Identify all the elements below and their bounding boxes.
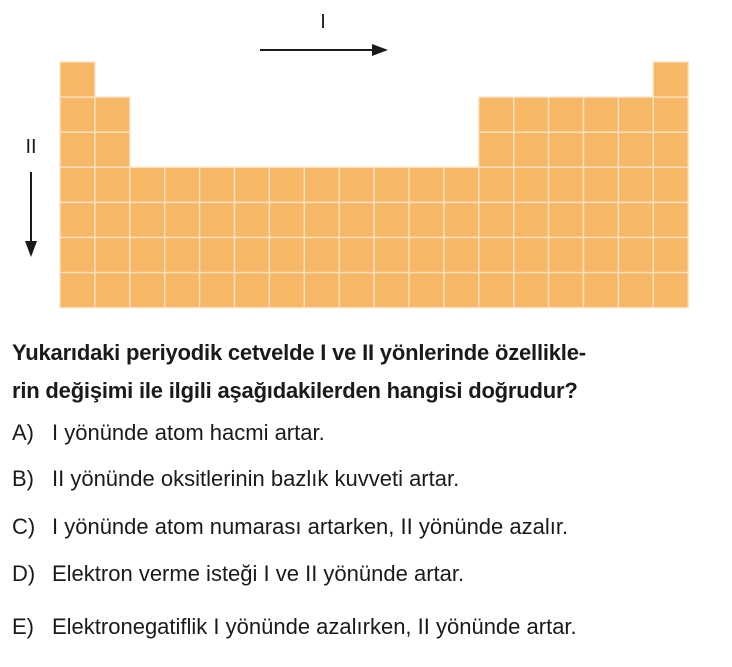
element-cell xyxy=(618,97,653,132)
option-c-text: I yönünde atom numarası artarken, II yönünde azalır. xyxy=(52,514,569,539)
element-cell xyxy=(200,238,235,273)
element-cell xyxy=(235,167,270,202)
element-cell xyxy=(339,167,374,202)
periodic-table-grid xyxy=(60,62,688,308)
element-cell xyxy=(339,273,374,308)
element-cell xyxy=(653,202,688,237)
arrow-ii-head xyxy=(25,241,37,257)
element-cell xyxy=(618,167,653,202)
periodic-table-figure xyxy=(0,0,732,320)
element-cell xyxy=(618,132,653,167)
element-cell xyxy=(549,273,584,308)
element-cell xyxy=(584,238,619,273)
option-a-text: I yönünde atom hacmi artar. xyxy=(52,420,325,445)
element-cell xyxy=(444,167,479,202)
question-text xyxy=(12,334,724,410)
option-d-text: Elektron verme isteği I ve II yönünde artar. xyxy=(52,561,465,586)
option-e-text: Elektronegatiflik I yönünde azalırken, II yönünde artar. xyxy=(52,614,577,639)
element-cell xyxy=(374,202,409,237)
arrow-ii-label: II xyxy=(25,136,37,158)
element-cell xyxy=(269,273,304,308)
element-cell xyxy=(235,273,270,308)
element-cell xyxy=(235,238,270,273)
element-cell xyxy=(269,167,304,202)
element-cell xyxy=(653,97,688,132)
element-cell xyxy=(339,202,374,237)
element-cell xyxy=(653,167,688,202)
element-cell xyxy=(444,273,479,308)
element-cell xyxy=(653,238,688,273)
element-cell xyxy=(95,97,130,132)
element-cell xyxy=(95,167,130,202)
element-cell xyxy=(130,202,165,237)
element-cell xyxy=(584,167,619,202)
option-d[interactable] xyxy=(12,559,464,589)
element-cell xyxy=(130,273,165,308)
element-cell xyxy=(130,167,165,202)
element-cell xyxy=(479,97,514,132)
option-e-letter: E) xyxy=(12,614,34,639)
question-line-2: rin değişimi ile ilgili aşağıdakilerden hangisi doğrudur? xyxy=(12,378,578,403)
element-cell xyxy=(374,238,409,273)
element-cell xyxy=(200,202,235,237)
arrow-i xyxy=(260,11,388,56)
element-cell xyxy=(304,238,339,273)
element-cell xyxy=(514,97,549,132)
element-cell xyxy=(479,202,514,237)
element-cell xyxy=(95,132,130,167)
option-c[interactable] xyxy=(12,512,568,542)
element-cell xyxy=(514,273,549,308)
element-cell xyxy=(444,238,479,273)
option-d-letter: D) xyxy=(12,561,36,586)
element-cell xyxy=(479,132,514,167)
element-cell xyxy=(514,238,549,273)
element-cell xyxy=(444,202,479,237)
element-cell xyxy=(549,238,584,273)
element-cell xyxy=(60,132,95,167)
element-cell xyxy=(653,273,688,308)
element-cell xyxy=(549,202,584,237)
option-a-letter: A) xyxy=(12,420,34,445)
arrow-ii xyxy=(25,136,37,257)
element-cell xyxy=(374,273,409,308)
element-cell xyxy=(653,132,688,167)
element-cell xyxy=(514,167,549,202)
element-cell xyxy=(618,238,653,273)
element-cell xyxy=(584,97,619,132)
element-cell xyxy=(235,202,270,237)
element-cell xyxy=(269,202,304,237)
element-cell xyxy=(618,202,653,237)
element-cell xyxy=(584,132,619,167)
element-cell xyxy=(549,167,584,202)
element-cell xyxy=(95,202,130,237)
element-cell xyxy=(95,238,130,273)
element-cell xyxy=(409,202,444,237)
element-cell xyxy=(95,273,130,308)
option-b[interactable] xyxy=(12,464,459,494)
element-cell xyxy=(514,132,549,167)
element-cell xyxy=(165,167,200,202)
element-cell xyxy=(60,202,95,237)
element-cell xyxy=(165,238,200,273)
element-cell xyxy=(409,167,444,202)
element-cell xyxy=(653,62,688,97)
element-cell xyxy=(584,202,619,237)
element-cell xyxy=(409,273,444,308)
element-cell xyxy=(514,202,549,237)
element-cell xyxy=(479,238,514,273)
element-cell xyxy=(269,238,304,273)
element-cell xyxy=(200,273,235,308)
option-c-letter: C) xyxy=(12,514,36,539)
element-cell xyxy=(60,62,95,97)
element-cell xyxy=(165,202,200,237)
element-cell xyxy=(165,273,200,308)
option-a[interactable] xyxy=(12,418,325,448)
element-cell xyxy=(479,167,514,202)
option-b-letter: B) xyxy=(12,466,34,491)
element-cell xyxy=(479,273,514,308)
element-cell xyxy=(374,167,409,202)
element-cell xyxy=(60,167,95,202)
element-cell xyxy=(304,273,339,308)
element-cell xyxy=(200,167,235,202)
question-line-1: Yukarıdaki periyodik cetvelde I ve II yönlerinde özellikle- xyxy=(12,340,586,365)
option-e[interactable] xyxy=(12,612,577,642)
element-cell xyxy=(584,273,619,308)
element-cell xyxy=(618,273,653,308)
element-cell xyxy=(304,167,339,202)
element-cell xyxy=(549,97,584,132)
element-cell xyxy=(304,202,339,237)
element-cell xyxy=(60,238,95,273)
element-cell xyxy=(339,238,374,273)
option-b-text: II yönünde oksitlerinin bazlık kuvveti artar. xyxy=(52,466,460,491)
arrow-i-label: I xyxy=(320,11,326,33)
arrow-i-head xyxy=(372,44,388,56)
element-cell xyxy=(60,273,95,308)
element-cell xyxy=(549,132,584,167)
element-cell xyxy=(130,238,165,273)
element-cell xyxy=(60,97,95,132)
element-cell xyxy=(409,238,444,273)
